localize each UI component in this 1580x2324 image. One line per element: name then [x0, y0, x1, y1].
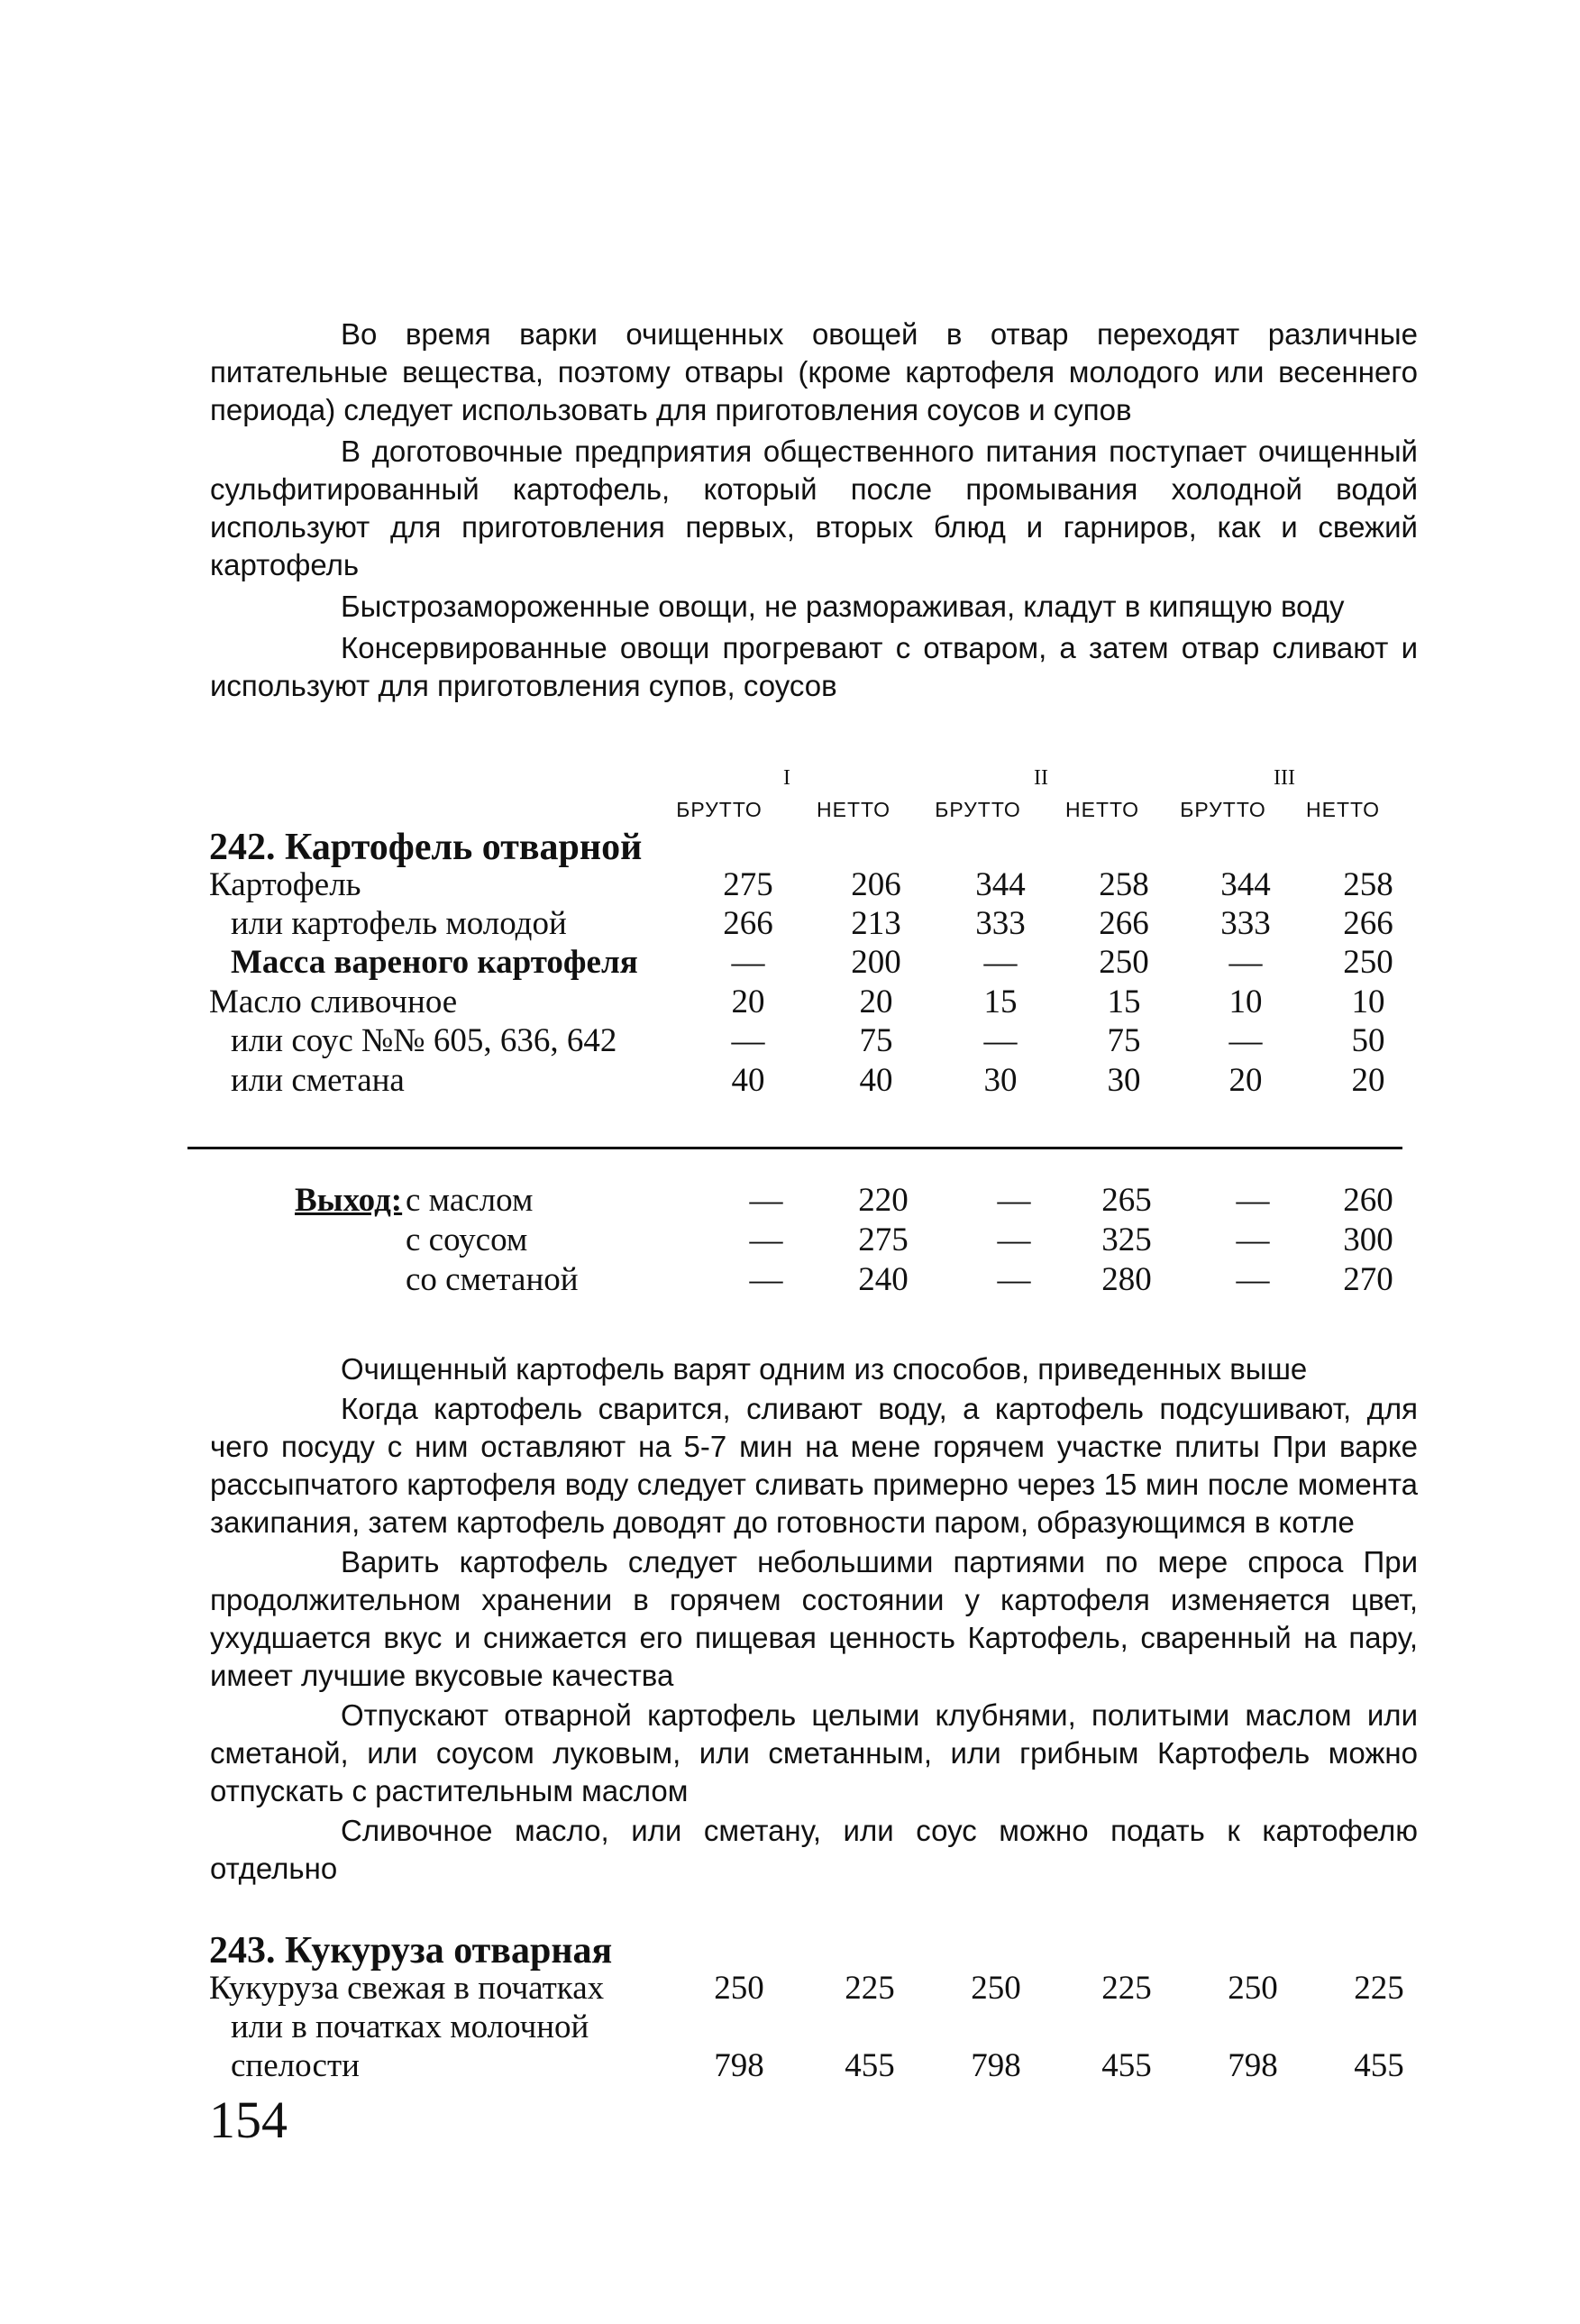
table-cell: 40	[859, 1062, 893, 1099]
ingredient-label: Масса вареного картофеля	[231, 944, 638, 981]
table-cell: 280	[1101, 1261, 1152, 1298]
recipe-243-title: 243. Кукуруза отварная	[209, 1930, 613, 1972]
ingredient-label: или соус №№ 605, 636, 642	[231, 1022, 617, 1059]
table-cell: 15	[983, 984, 1018, 1020]
table-cell: 220	[858, 1182, 909, 1219]
col-netto-1: НЕТТО	[817, 798, 890, 821]
intro-paragraph: Быстрозамороженные овощи, не размораживая, кладут в кипящую воду	[341, 590, 1345, 623]
table-cell: —	[731, 944, 765, 981]
table-cell: 10	[1351, 984, 1385, 1020]
table-cell: —	[1236, 1182, 1270, 1219]
table-cell: 798	[1228, 2047, 1278, 2084]
table-cell: 20	[859, 984, 893, 1020]
table-cell: 50	[1351, 1022, 1385, 1059]
table-cell: 275	[723, 866, 773, 903]
table-cell: 270	[1343, 1261, 1393, 1298]
table-cell: 333	[975, 905, 1026, 942]
col-netto-3: НЕТТО	[1306, 798, 1380, 821]
body-paragraph: Отпускают отварной картофель целыми клубнями, политыми маслом или сметаной, или соусом луковым, или сметанным, или грибным Картофель можно отпускать с растительным маслом	[210, 1698, 1418, 1807]
table-cell: 300	[1343, 1221, 1393, 1258]
table-cell: —	[749, 1221, 783, 1258]
intro-paragraph: Во время варки очищенных овощей в отвар переходят различные питательные вещества, поэтому отвары (кроме картофеля молодого или весеннего периода) следует использовать для приготовления соусов и супов	[210, 317, 1418, 426]
intro-text	[210, 316, 1418, 705]
group-label-3: III	[1274, 766, 1295, 790]
table-cell: 20	[1228, 1062, 1263, 1099]
table-cell: 250	[1099, 944, 1149, 981]
table-cell: —	[731, 1022, 765, 1059]
table-cell: —	[997, 1261, 1031, 1298]
ingredient-label: спелости	[231, 2047, 360, 2084]
table-cell: 30	[1107, 1062, 1141, 1099]
body-paragraph: Варить картофель следует небольшими партиями по мере спроса При продолжительном хранении в горячем состоянии у картофеля изменяется цвет, ухудшается вкус и снижается его пищевая ценность Картофель, сваренный на пару, имеет лучшие вкусовые качества	[210, 1545, 1418, 1692]
ingredient-label: Масло сливочное	[209, 984, 458, 1020]
col-brutto-3: БРУТТО	[1180, 798, 1266, 821]
recipe-242-title: 242. Картофель отварной	[209, 827, 643, 868]
table-cell: 325	[1101, 1221, 1152, 1258]
ingredient-label: или сметана	[231, 1062, 405, 1099]
table-cell: 333	[1220, 905, 1271, 942]
table-cell: 250	[971, 1970, 1021, 2007]
table-cell: —	[1236, 1221, 1270, 1258]
table-cell: —	[749, 1261, 783, 1298]
body-paragraph: Очищенный картофель варят одним из способов, приведенных выше	[341, 1352, 1308, 1386]
table-cell: 275	[858, 1221, 909, 1258]
yield-label: Выход:	[295, 1182, 403, 1219]
table-divider	[187, 1147, 1402, 1149]
table-cell: 75	[859, 1022, 893, 1059]
table-cell: 20	[731, 984, 765, 1020]
table-cell: 225	[1354, 1970, 1404, 2007]
intro-paragraph: Консервированные овощи прогревают с отваром, а затем отвар сливают и используют для приготовления супов, соусов	[210, 631, 1418, 702]
table-cell: 344	[975, 866, 1026, 903]
table-cell: —	[997, 1182, 1031, 1219]
table-cell: 798	[971, 2047, 1021, 2084]
yield-row-label: с соусом	[406, 1221, 528, 1258]
table-cell: 250	[1228, 1970, 1278, 2007]
table-cell: 798	[714, 2047, 764, 2084]
table-cell: 10	[1228, 984, 1263, 1020]
group-label-2: II	[1034, 766, 1048, 790]
table-cell: 206	[851, 866, 901, 903]
yield-row-label: с маслом	[406, 1182, 534, 1219]
table-cell: 225	[1101, 1970, 1152, 2007]
table-cell: 265	[1101, 1182, 1152, 1219]
intro-paragraph: В доготовочные предприятия общественного питания поступает очищенный сульфитированный картофель, который после промывания холодной водой используют для приготовления первых, вторых блюд и гарниров, как и свежий картофель	[210, 435, 1418, 581]
table-cell: 266	[1343, 905, 1393, 942]
table-cell: —	[983, 1022, 1018, 1059]
table-cell: 258	[1099, 866, 1149, 903]
table-cell: —	[983, 944, 1018, 981]
table-cell: 20	[1351, 1062, 1385, 1099]
yield-row-label: со сметаной	[406, 1261, 579, 1298]
table-cell: 266	[723, 905, 773, 942]
table-cell: —	[1228, 944, 1263, 981]
ingredient-label: или картофель молодой	[231, 905, 567, 942]
ingredient-label: или в початках молочной	[231, 2008, 589, 2045]
table-cell: 30	[983, 1062, 1018, 1099]
table-cell: 455	[1354, 2047, 1404, 2084]
table-cell: 455	[845, 2047, 895, 2084]
cooking-instructions	[210, 1350, 1418, 1888]
table-cell: 260	[1343, 1182, 1393, 1219]
group-label-1: I	[783, 766, 790, 790]
table-cell: 344	[1220, 866, 1271, 903]
table-cell: —	[749, 1182, 783, 1219]
body-paragraph: Сливочное масло, или сметану, или соус можно подать к картофелю отдельно	[210, 1814, 1418, 1885]
table-cell: 200	[851, 944, 901, 981]
table-cell: —	[1228, 1022, 1263, 1059]
page-number: 154	[209, 2091, 288, 2149]
table-cell: 40	[731, 1062, 765, 1099]
table-cell: 213	[851, 905, 901, 942]
table-cell: 258	[1343, 866, 1393, 903]
body-paragraph: Когда картофель сварится, сливают воду, а картофель подсушивают, для чего посуду с ним оставляют на 5-7 мин на мене горячем участке плиты При варке рассыпчатого картофеля воду следует сливать примерно через 15 мин после момента закипания, затем картофель доводят до готовности паром, образующимся в котле	[210, 1392, 1418, 1539]
table-cell: 225	[845, 1970, 895, 2007]
col-netto-2: НЕТТО	[1065, 798, 1139, 821]
table-cell: 15	[1107, 984, 1141, 1020]
table-cell: 455	[1101, 2047, 1152, 2084]
table-cell: 250	[1343, 944, 1393, 981]
table-cell: 240	[858, 1261, 909, 1298]
table-cell: —	[997, 1221, 1031, 1258]
ingredient-label: Кукуруза свежая в початках	[209, 1970, 605, 2007]
table-cell: 250	[714, 1970, 764, 2007]
table-cell: 75	[1107, 1022, 1141, 1059]
table-cell: —	[1236, 1261, 1270, 1298]
col-brutto-2: БРУТТО	[935, 798, 1021, 821]
col-brutto-1: БРУТТО	[676, 798, 763, 821]
table-cell: 266	[1099, 905, 1149, 942]
ingredient-label: Картофель	[209, 866, 361, 903]
